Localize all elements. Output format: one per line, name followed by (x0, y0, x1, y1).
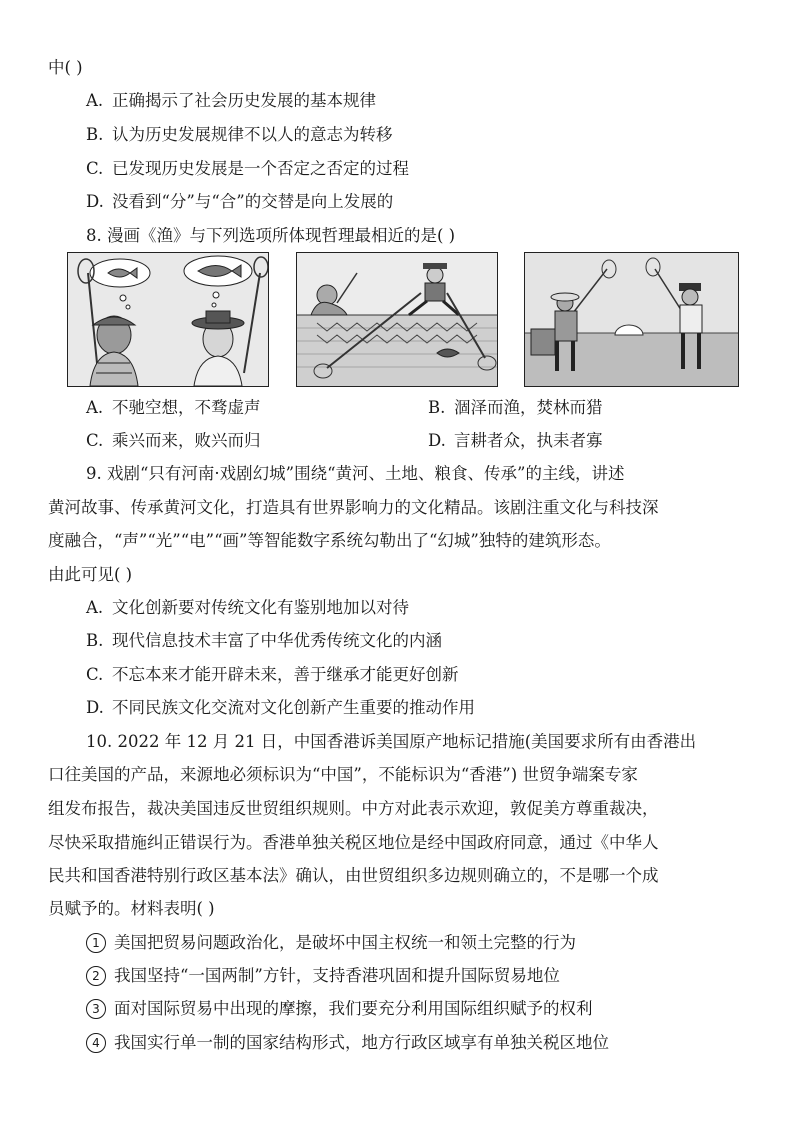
item-number: 4 (86, 1033, 106, 1053)
q9-option-a[interactable] (86, 597, 409, 619)
q10-item-3[interactable] (86, 998, 593, 1020)
item-text: 面对国际贸易中出现的摩擦，我们要充分利用国际组织赋予的权利 (114, 999, 593, 1018)
option-label: A. (86, 398, 104, 417)
q10-stem-line-3: 组发布报告，裁决美国违反世贸组织规则。中方对此表示欢迎，敦促美方尊重裁决， (48, 799, 659, 818)
q7-option-a[interactable] (86, 90, 376, 112)
option-text: 现代信息技术丰富了中华优秀传统文化的内涵 (112, 631, 442, 650)
q10-stem-line-5: 民共和国香港特别行政区基本法》确认，由世贸组织多边规则确立的，不是哪一个成 (48, 866, 659, 885)
comic-panel-1 (67, 252, 269, 387)
option-text: 认为历史发展规律不以人的意志为转移 (112, 125, 393, 144)
item-text: 美国把贸易问题政治化，是破坏中国主权统一和领土完整的行为 (114, 933, 576, 952)
q7-option-d[interactable] (86, 191, 393, 213)
item-number: 2 (86, 966, 106, 986)
option-label: D. (86, 192, 104, 211)
q9-stem-line-3: 度融合，“声”“光”“电”“画”等智能数字系统勾勒出了“幻城”独特的建筑形态。 (48, 531, 611, 550)
q9-stem-line-1: 9. 戏剧“只有河南·戏剧幻城”围绕“黄河、土地、粮食、传承”的主线，讲述 (86, 464, 625, 483)
item-text: 我国实行单一制的国家结构形式，地方行政区域享有单独关税区地位 (114, 1033, 609, 1052)
q10-stem-line-4: 尽快采取措施纠正错误行为。香港单独关税区地位是经中国政府同意，通过《中华人 (48, 833, 659, 852)
comic-panel-3 (524, 252, 739, 387)
q9-stem-line-4: 由此可见( ) (48, 565, 133, 584)
q9-stem-line-2: 黄河故事、传承黄河文化，打造具有世界影响力的文化精品。该剧注重文化与科技深 (48, 498, 659, 517)
item-text: 我国坚持“一国两制”方针，支持香港巩固和提升国际贸易地位 (114, 966, 560, 985)
comic-panel-2 (296, 252, 498, 387)
q10-item-4[interactable] (86, 1032, 609, 1054)
option-text: 涸泽而渔，焚林而猎 (454, 398, 603, 417)
option-label: B. (428, 398, 446, 417)
option-text: 言耕者众，执耒者寡 (454, 431, 603, 450)
q10-item-2[interactable] (86, 965, 560, 987)
option-label: D. (86, 698, 104, 717)
option-label: D. (428, 431, 446, 450)
q7-option-c[interactable] (86, 158, 409, 180)
option-label: B. (86, 125, 104, 144)
q9-option-c[interactable] (86, 664, 459, 686)
item-number: 3 (86, 999, 106, 1019)
option-text: 不驰空想，不骛虚声 (112, 398, 261, 417)
q10-stem-line-1: 10. 2022 年 12 月 21 日，中国香港诉美国原产地标记措施(美国要求所有由香港出 (86, 732, 697, 751)
option-label: A. (86, 598, 104, 617)
q8-stem: 8. 漫画《渔》与下列选项所体现哲理最相近的是( ) (86, 226, 456, 245)
option-label: C. (86, 159, 104, 178)
q8-option-b[interactable] (428, 397, 603, 419)
q10-stem-line-2: 口往美国的产品，来源地必须标识为“中国”，不能标识为“香港”) 世贸争端案专家 (48, 765, 638, 784)
option-text: 正确揭示了社会历史发展的基本规律 (112, 91, 376, 110)
option-text: 不同民族文化交流对文化创新产生重要的推动作用 (112, 698, 475, 717)
option-label: C. (86, 665, 104, 684)
option-label: A. (86, 91, 104, 110)
option-text: 文化创新要对传统文化有鉴别地加以对待 (112, 598, 409, 617)
option-label: B. (86, 631, 104, 650)
q9-option-b[interactable] (86, 630, 442, 652)
q9-option-d[interactable] (86, 697, 475, 719)
option-text: 不忘本来才能开辟未来，善于继承才能更好创新 (112, 665, 459, 684)
item-number: 1 (86, 933, 106, 953)
q10-item-1[interactable] (86, 932, 576, 954)
q8-option-c[interactable] (86, 430, 261, 452)
q8-option-a[interactable] (86, 397, 261, 419)
option-text: 没看到“分”与“合”的交替是向上发展的 (112, 192, 394, 211)
q8-option-d[interactable] (428, 430, 603, 452)
option-text: 乘兴而来，败兴而归 (112, 431, 261, 450)
option-text: 已发现历史发展是一个否定之否定的过程 (112, 159, 409, 178)
q7-stem-tail: 中( ) (48, 58, 83, 77)
option-label: C. (86, 431, 104, 450)
q7-option-b[interactable] (86, 124, 393, 146)
q10-stem-line-6: 员赋予的。材料表明( ) (48, 899, 215, 918)
